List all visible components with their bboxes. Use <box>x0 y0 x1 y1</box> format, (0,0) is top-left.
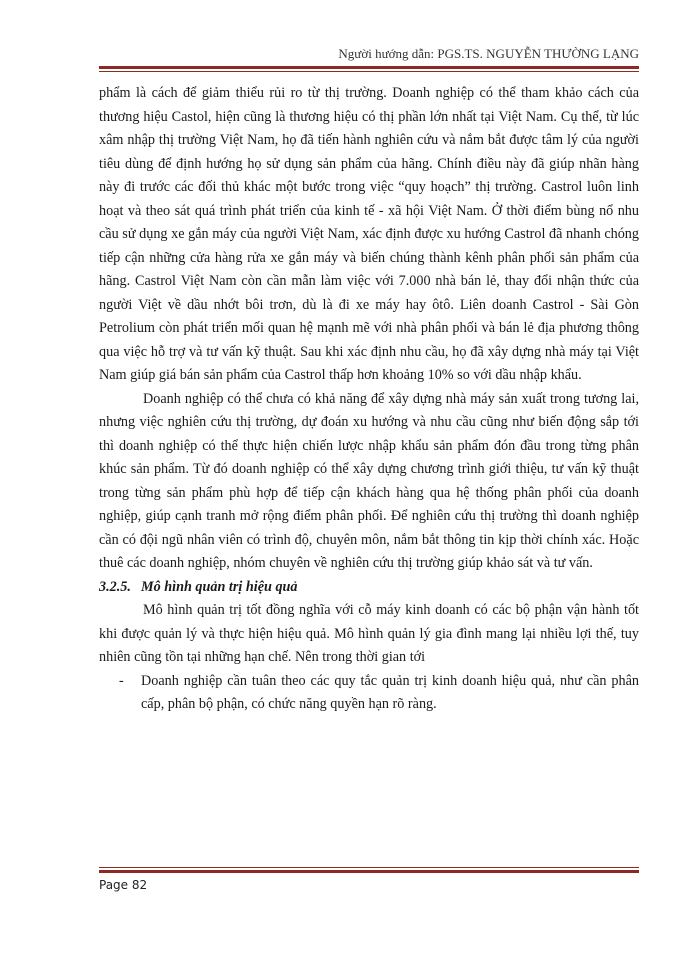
paragraph-castrol: phẩm là cách để giảm thiểu rủi ro từ thị trường. Doanh nghiệp có thể tham khảo cách của thương hiệu Castol, hiện cũng là thương hiệu có thị phần lớn nhất tại Việt Nam. Cụ thể, từ lúc xâm nhập thị trường Việt Nam, họ đã tiến hành nghiên cứu và nắm bắt được tâm lý của người tiêu dùng để định hướng họ sử dụng sản phẩm của hãng. Chính điều này đã giúp nhãn hàng này đi trước các đối thủ khác một bước trong việc “quy hoạch” thị trường. Castrol luôn linh hoạt và theo sát quá trình phát triển của kinh tế - xã hội Việt Nam. Ở thời điểm bùng nổ nhu cầu sử dụng xe gắn máy của người Việt Nam, xác định được xu hướng Castrol đã nhanh chóng tiếp cận những cửa hàng rửa xe gắn máy và biến chúng thành kênh phân phối sản phẩm của hãng. Castrol Việt Nam còn cần mẫn làm việc với 7.000 nhà bán lẻ, thay đổi nhận thức của người Việt về dầu nhớt bôi trơn, dù là đi xe máy hay ôtô. Liên doanh Castrol - Sài Gòn Petrolium còn phát triển mối quan hệ mạnh mẽ với nhà phân phối và bán lẻ địa phương thông qua việc hỗ trợ và tư vấn kỹ thuật. Sau khi xác định nhu cầu, họ đã xây dựng nhà máy tại Việt Nam giúp giá bán sản phẩm của Castrol thấp hơn khoảng 10% so với dầu nhập khẩu. <box>99 85 639 383</box>
section-title: Mô hình quản trị hiệu quả <box>141 578 298 595</box>
footer-rule-thin <box>99 867 639 868</box>
page-body <box>99 82 639 717</box>
header-rule-thick <box>99 66 639 69</box>
bullet-marker: - <box>119 672 124 689</box>
paragraph-market-research: Doanh nghiệp có thể chưa có khả năng để xây dựng nhà máy sản xuất trong tương lai, nhưng việc nghiên cứu thị trường, dự đoán xu hướng và nhu cầu cũng như biến động sắp tới thì doanh nghiệp có thể thực hiện chiến lược nhập khẩu sản phẩm đón đầu trong từng phân khúc sản phẩm. Từ đó doanh nghiệp có thể xây dựng chương trình giới thiệu, tư vấn kỹ thuật trong từng sản phẩm phù hợp để tiếp cận khách hàng qua hệ thống phân phối của doanh nghiệp, giúp cạnh tranh mở rộng điểm phân phối. Để nghiên cứu thị trường thì doanh nghiệp cần có đội ngũ nhân viên có trình độ, chuyên môn, nắm bắt thông tin kịp thời chính xác. Hoặc thuê các doanh nghiệp, nhóm chuyên về nghiên cứu thị trường giúp khảo sát và tư vấn. <box>99 390 639 571</box>
page-number: Page 82 <box>99 878 148 892</box>
bullet-text: Doanh nghiệp cần tuân theo các quy tắc quản trị kinh doanh hiệu quả, như cần phân cấp, phân bộ phận, có chức năng quyền hạn rõ ràng. <box>141 672 639 712</box>
section-heading <box>99 576 639 600</box>
bullet-item <box>99 670 639 717</box>
paragraph-governance: Mô hình quản trị tốt đồng nghĩa với cỗ máy kinh doanh có các bộ phận vận hành tốt khi được quản lý và thực hiện hiệu quả. Mô hình quản lý gia đình mang lại nhiều lợi thế, tuy nhiên cũng tồn tại những hạn chế. Nên trong thời gian tới <box>99 602 639 665</box>
footer-rule-thick <box>99 870 639 873</box>
section-number: 3.2.5. <box>99 578 131 595</box>
header-rule-thin <box>99 71 639 72</box>
page-header-advisor: Người hướng dẫn: PGS.TS. NGUYỄN THƯỜNG LẠNG <box>338 46 639 61</box>
